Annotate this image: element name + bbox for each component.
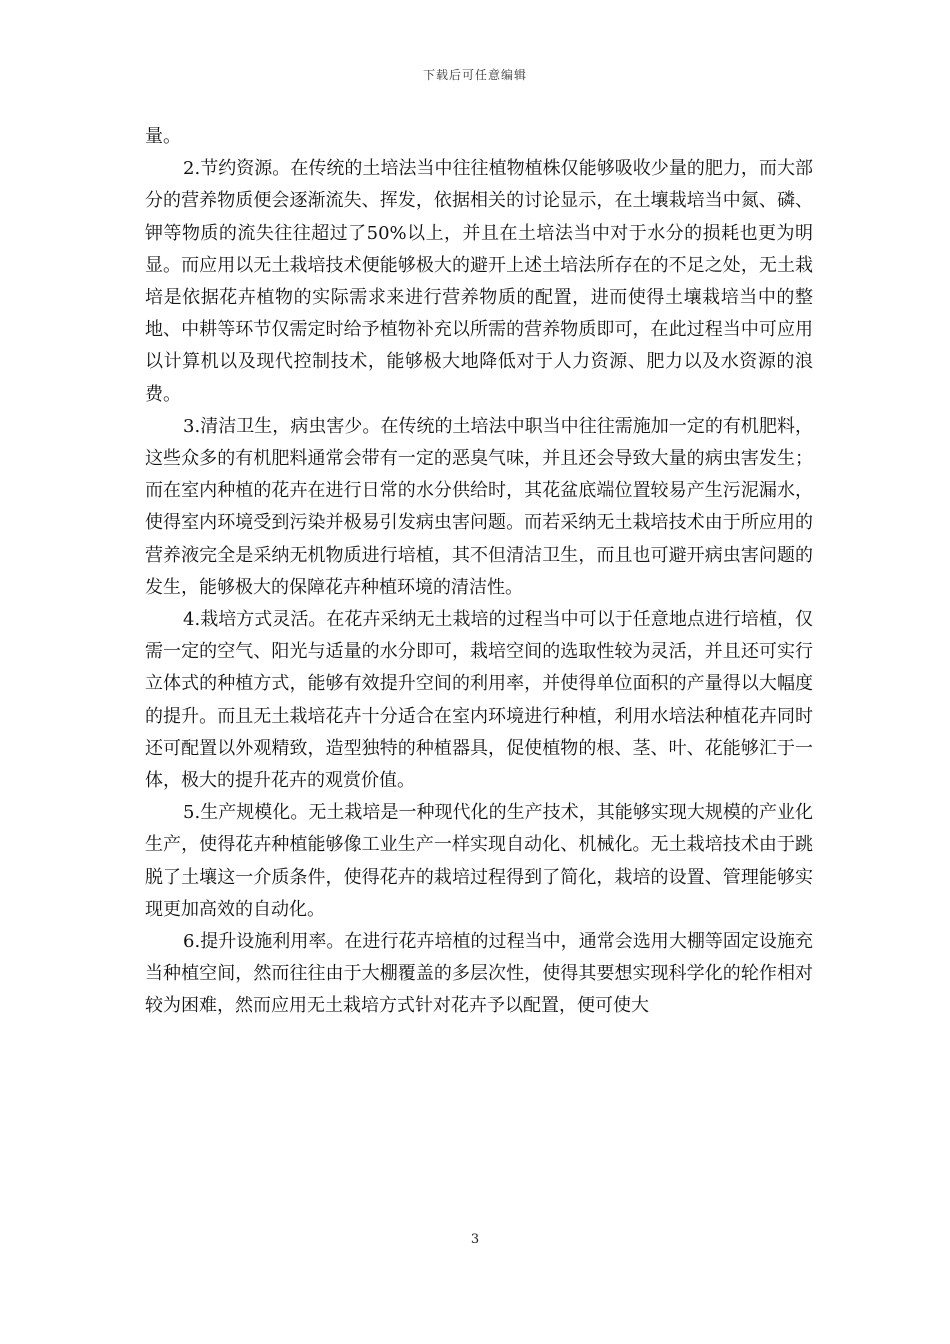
paragraph-scale-production: 5.生产规模化。无土栽培是一种现代化的生产技术，其能够实现大规模的产业化生产，使得花卉种植能够像工业生产一样实现自动化、机械化。无土栽培技术由于跳脱了土壤这一介质条件，使得花卉的栽培过程得到了简化，栽培的设置、管理能够实现更加高效的自动化。 [145,802,813,920]
document-body [145,121,813,1023]
paragraph-continuation: 量。 [145,126,181,147]
page-header: 下载后可任意编辑 [422,68,527,82]
page-number: 3 [470,1232,480,1247]
paragraph-save-resources: 2.节约资源。在传统的土培法当中往往植物植株仅能够吸收少量的肥力，而大部分的营养物质便会逐渐流失、挥发，依据相关的讨论显示，在土壤栽培当中氮、磷、钾等物质的流失往往超过了50%以上，并且在土培法当中对于水分的损耗也更为明显。而应用以无土栽培技术便能够极大的避开上述土培法所存在的不足之处，无土栽培是依据花卉植物的实际需求来进行营养物质的配置，进而使得土壤栽培当中的整地、中耕等环节仅需定时给予植物补充以所需的营养物质即可，在此过程当中可应用以计算机以及现代控制技术，能够极大地降低对于人力资源、肥力以及水资源的浪费。 [145,158,813,405]
paragraph-clean-hygiene: 3.清洁卫生，病虫害少。在传统的土培法中职当中往往需施加一定的有机肥料，这些众多的有机肥料通常会带有一定的恶臭气味，并且还会导致大量的病虫害发生；而在室内种植的花卉在进行日常的水分供给时，其花盆底端位置较易产生污泥漏水，使得室内环境受到污染并极易引发病虫害问题。而若采纳无土栽培技术由于所应用的营养液完全是采纳无机物质进行培植，其不但清洁卫生，而且也可避开病虫害问题的发生，能够极大的保障花卉种植环境的清洁性。 [145,415,813,598]
paragraph-facility-utilization: 6.提升设施利用率。在进行花卉培植的过程当中，通常会选用大棚等固定设施充当种植空间，然而往往由于大棚覆盖的多层次性，使得其要想实现科学化的轮作相对较为困难，然而应用无土栽培方式针对花卉予以配置，便可使大 [145,931,813,1017]
paragraph-flexible-cultivation: 4.栽培方式灵活。在花卉采纳无土栽培的过程当中可以于任意地点进行培植，仅需一定的空气、阳光与适量的水分即可，栽培空间的选取性较为灵活，并且还可实行立体式的种植方式，能够有效提升空间的利用率，并使得单位面积的产量得以大幅度的提升。而且无土栽培花卉十分适合在室内环境进行种植，利用水培法种植花卉同时还可配置以外观精致，造型独特的种植器具，促使植物的根、茎、叶、花能够汇于一体，极大的提升花卉的观赏价值。 [145,609,813,792]
